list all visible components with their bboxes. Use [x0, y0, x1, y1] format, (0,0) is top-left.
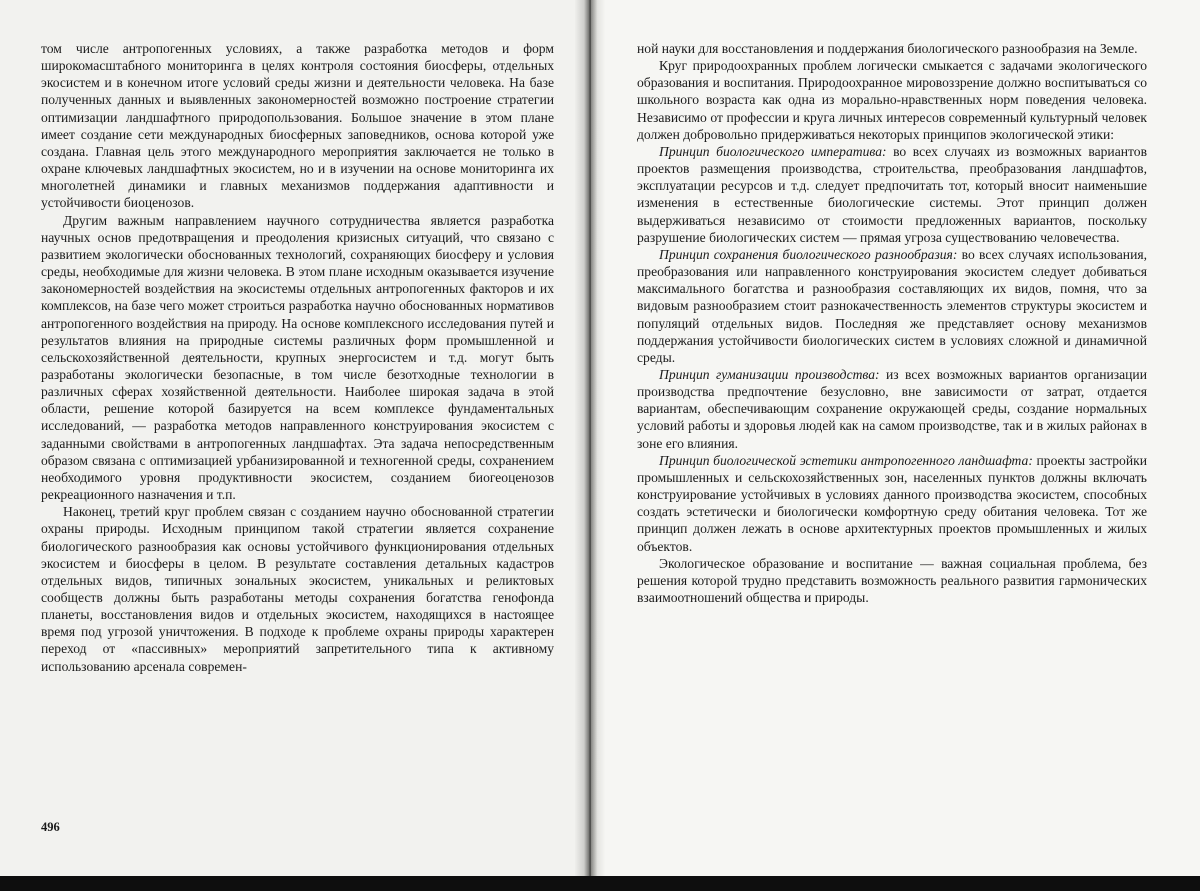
principle-text: проекты застройки промышленных и сельскохозяйственных зон, населенных пунктов должны включать конструирование устойчивых в условиях данного производства экосистем, способных создать эстетически и биологически комфортную среду обитания человека. Тот же принцип должен лежать в основе архитектурных проектов промышленных и жилых объектов.: [637, 452, 1147, 554]
left-paragraph-1: том числе антропогенных условиях, а также разработка методов и форм широкомасштабного мониторинга в целях контроля состояния биосферы, отдельных экосистем и в конечном итоге условий среды жизни и деятельности человека. На базе полученных данных и выявленных закономерностей возможно построение стратегии оптимизации ландшафтного природопользования. Большое значение в этом плане имеет создание сети международных биосферных заповедников, основа которой уже создана. Главная цель этого международного мероприятия заключается не только в охране ключевых ландшафтных экосистем, но и в изучении на основе мониторинга их многолетней динамики и главных механизмов поддержания адаптивности и устойчивости биоценозов.: [41, 41, 554, 211]
principle-biological-imperative: [637, 143, 1147, 246]
principle-text: из всех возможных вариантов организации производства предпочтение безусловно, вне зависимости от затрат, отдается вариантам, обеспечивающим сохранение окружающей среды, создание нормальных условий работы и здоровья людей как на самом производстве, так и в жилых районах в зоне его влияния.: [637, 366, 1147, 451]
principle-title: Принцип биологической эстетики антропогенного ландшафта:: [659, 452, 1033, 468]
page-number: 496: [41, 820, 60, 834]
principle-biodiversity: [637, 246, 1147, 366]
right-paragraph-2: Круг природоохранных проблем логически смыкается с задачами экологического образования и воспитания. Природоохранное мировоззрение должно воспитываться со школьного возраста как одна из морально-нравственных норм поведения человека. Независимо от профессии и круга личных интересов современный культурный человек должен добровольно придерживаться некоторых принципов экологической этики:: [637, 58, 1147, 142]
principle-title: Принцип сохранения биологического разнообразия:: [659, 246, 958, 262]
left-page-text: [41, 40, 554, 675]
book-gutter: [575, 0, 605, 880]
principle-text: во всех случаях использования, преобразования или направленного конструирования экосистем следует добиваться максимального богатства и разнообразия составляющих их видов, помня, что за видовым разнообразием стоит разнокачественность элементов структуры экосистем и популяций отдельных видов. Последняя же представляет основу механизмов поддержания устойчивости биологических систем в условиях сложной и динамичной среды.: [637, 246, 1147, 365]
right-page-text: [637, 40, 1147, 606]
scan-bottom-edge: [0, 876, 1200, 891]
principle-title: Принцип гуманизации производства:: [659, 366, 880, 382]
principle-text: во всех случаях из возможных вариантов проектов размещения производства, строительства, преобразования ландшафтов, эксплуатации ресурсов и т.д. следует предпочитать тот, который вносит наименьшие изменения в естественные биологические системы. Этот принцип должен выдерживаться независимо от стоимости предложенных вариантов, поскольку разрушение биологических систем — прямая угроза существованию человечества.: [637, 143, 1147, 245]
right-paragraph-intro: ной науки для восстановления и поддержания биологического разнообразия на Земле.: [637, 41, 1138, 56]
left-paragraph-2: Другим важным направлением научного сотрудничества является разработка научных основ предотвращения и преодоления кризисных ситуаций, что связано с развитием экологически обоснованных технологий, сохраняющих биосферу и условия среды, необходимые для жизни человека. В этом плане исходным оказывается изучение закономерностей воздействия на экосистемы отдельных антропогенных факторов и их комплексов, на базе чего может строиться разработка научно обоснованных нормативов антропогенного воздействия на природу. На основе комплексного исследования путей и результатов влияния на природные системы различных форм промышленной и сельскохозяйственной деятельности, крупных энергосистем и т.д. могут быть разработаны экологически безопасные, в том числе безотходные технологии в различных сферах хозяйственной деятельности. Наиболее широкая задача в этой области, решение которой базируется на всем комплексе фундаментальных исследований, — разработка методов направленного конструирования экосистем с заданными свойствами в антропогенных ландшафтах. Эта задача непосредственным образом связана с оптимизацией урбанизированной и техногенной среды, сохранением необходимого уровня продуктивности экосистем, созданием биогеоценозов рекреационного назначения и т.п.: [41, 212, 554, 503]
right-page: [598, 0, 1200, 880]
right-paragraph-closing: Экологическое образование и воспитание — важная социальная проблема, без решения которой трудно представить возможность реального развития гармонических взаимоотношений общества и природы.: [637, 555, 1147, 605]
principle-aesthetics: [637, 452, 1147, 555]
left-paragraph-3: Наконец, третий круг проблем связан с созданием научно обоснованной стратегии охраны природы. Исходным принципом такой стратегии является сохранение биологического разнообразия как основы устойчивого функционирования отдельных экосистем и биосферы в целом. В результате составления детальных кадастров отдельных видов, типичных зональных экосистем, уникальных и реликтовых сообществ должны быть разработаны методы сохранения богатства генофонда планеты, восстановления видов и отдельных экосистем, находящихся в настоящее время под угрозой уничтожения. В подходе к проблеме охраны природы характерен переход от «пассивных» мероприятий запретительного типа к активному использованию арсенала современ-: [41, 504, 554, 674]
left-page: [0, 0, 590, 880]
principle-title: Принцип биологического императива:: [659, 143, 887, 159]
principle-humanization: [637, 366, 1147, 452]
